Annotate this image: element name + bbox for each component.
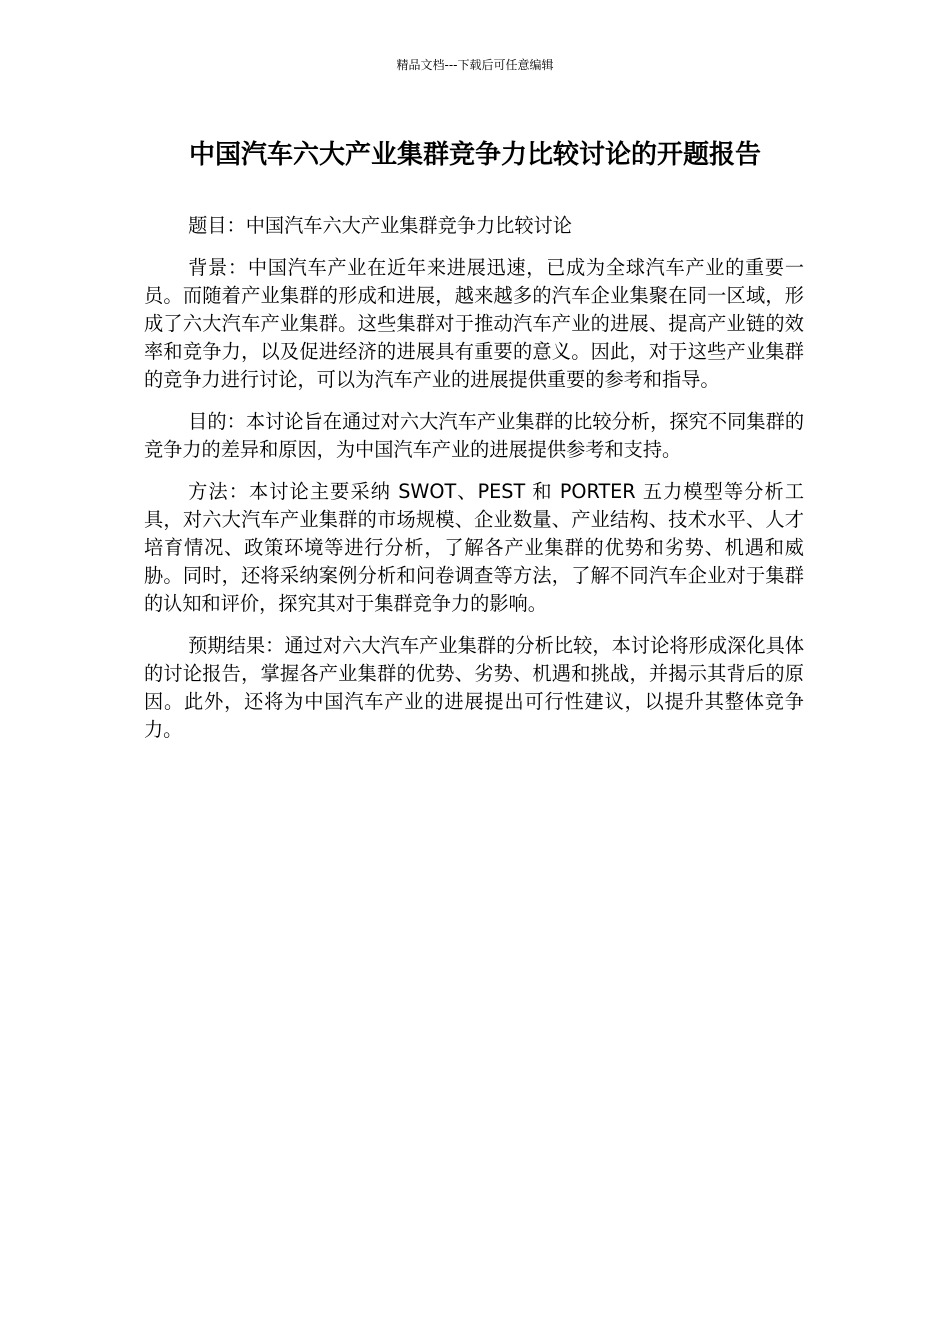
section-expected-results — [144, 632, 804, 744]
section-purpose-text: 本讨论旨在通过对六大汽车产业集群的比较分析，探究不同集群的竞争力的差异和原因，为中国汽车产业的进展提供参考和支持。 — [144, 410, 805, 461]
header-note: 精品文档---下载后可任意编辑 — [396, 58, 554, 72]
section-expected-results-text: 通过对六大汽车产业集群的分析比较，本讨论将形成深化具体的讨论报告，掌握各产业集群的优势、劣势、机遇和挑战，并揭示其背后的原因。此外，还将为中国汽车产业的进展提出可行性建议，以提升其整体竞争力。 — [144, 634, 805, 741]
section-topic-text: 中国汽车六大产业集群竞争力比较讨论 — [245, 214, 572, 237]
section-background-text: 中国汽车产业在近年来进展迅速，已成为全球汽车产业的重要一员。而随着产业集群的形成和进展，越来越多的汽车企业集聚在同一区域，形成了六大汽车产业集群。这些集群对于推动汽车产业的进展、提高产业链的效率和竞争力，以及促进经济的进展具有重要的意义。因此，对于这些产业集群的竞争力进行讨论，可以为汽车产业的进展提供重要的参考和指导。 — [144, 256, 805, 391]
section-topic — [144, 212, 804, 240]
section-topic-label: 题目： — [188, 214, 246, 237]
section-method-text: 本讨论主要采纳 SWOT、PEST 和 PORTER 五力模型等分析工具，对六大汽车产业集群的市场规模、企业数量、产业结构、技术水平、人才培育情况、政策环境等进行分析，了解各产业集群的优势和劣势、机遇和威胁。同时，还将采纳案例分析和问卷调查等方法，了解不同汽车企业对于集群的认知和评价，探究其对于集群竞争力的影响。 — [144, 480, 805, 615]
section-background — [144, 254, 804, 394]
section-purpose-label: 目的： — [188, 410, 246, 433]
section-background-label: 背景： — [188, 256, 248, 279]
section-method — [144, 478, 804, 618]
section-method-label: 方法： — [188, 480, 250, 503]
document-title: 中国汽车六大产业集群竞争力比较讨论的开题报告 — [188, 140, 761, 170]
section-expected-results-label: 预期结果： — [188, 634, 285, 657]
document-body — [144, 212, 804, 758]
section-purpose — [144, 408, 804, 464]
